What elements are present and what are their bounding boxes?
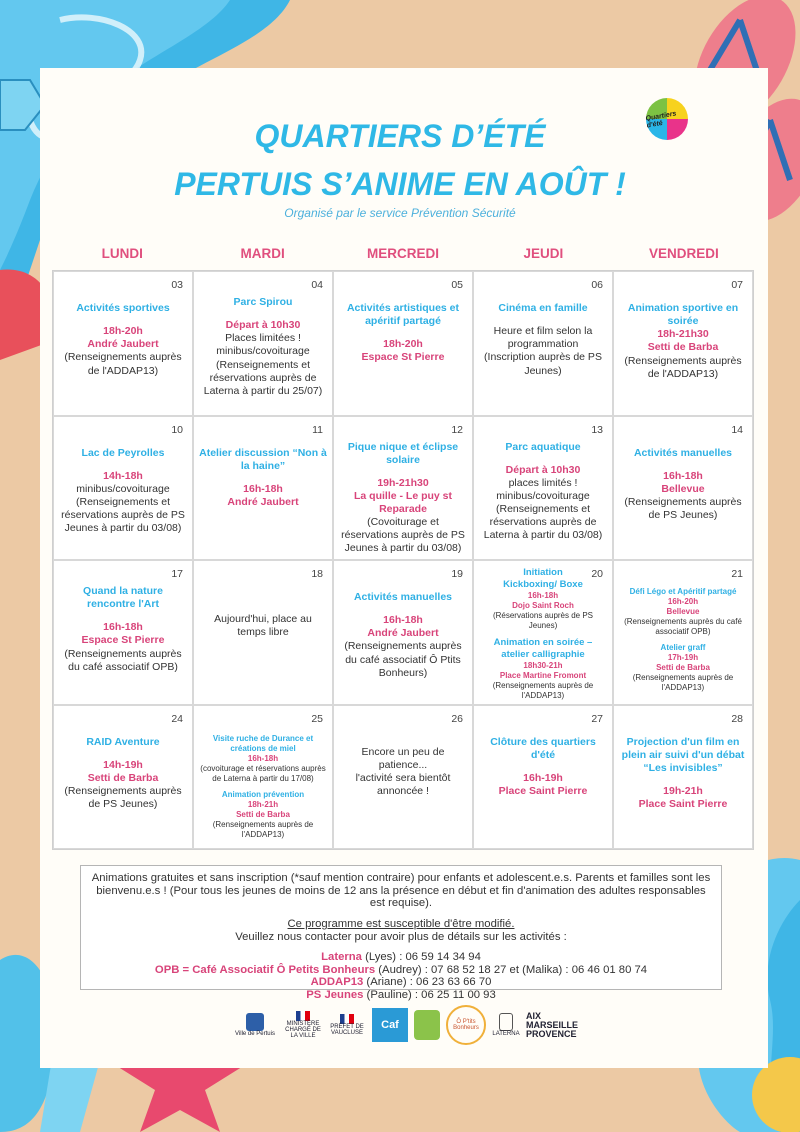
activity-title: Pique nique et éclipse solaire <box>347 440 459 466</box>
activity-note: (Renseignements auprès de l'ADDAP13) <box>624 354 742 380</box>
calendar-cell-13 <box>473 416 613 561</box>
activity-title-2: Animation prévention <box>221 789 305 799</box>
contact-ps-jeunes: PS Jeunes (Pauline) : 06 25 11 00 93 <box>306 989 496 1002</box>
activity-note-2: (Renseignements auprès de l'ADDAP13) <box>212 819 314 839</box>
activity-time-2: 18h30-21h <box>523 660 563 670</box>
activity-note-2: (Renseignements auprès de l'ADDAP13) <box>492 680 594 700</box>
day-thursday: JEUDI <box>523 246 564 261</box>
activity-note: l'activité sera bientôt annoncée ! <box>355 771 451 797</box>
activity-note: (Renseignements auprès du café associatif OPB) <box>64 647 182 673</box>
activity-time: Départ à 10h30 <box>225 319 301 332</box>
activity-title: Activités artistiques et apéritif partagé <box>346 302 460 328</box>
activity-title: Animation sportive en soirée <box>627 302 739 328</box>
activity-place: Bellevue <box>661 482 705 495</box>
cell-date: 21 <box>731 568 743 580</box>
calendar-cell-25 <box>193 705 333 850</box>
activity-place: Setti de Barba <box>87 771 159 784</box>
activity-title: Atelier discussion “Non à la haine” <box>199 446 327 472</box>
cell-date: 17 <box>171 568 183 580</box>
calendar-cell-21 <box>613 560 753 705</box>
activity-place: André Jaubert <box>367 627 439 640</box>
activity-note: places limités ! <box>508 476 578 489</box>
calendar-cell-12 <box>333 416 473 561</box>
pertuis-logo: Ville de Pertuis <box>232 1013 278 1037</box>
info-disclaimer: Ce programme est susceptible d'être modifié. <box>287 917 515 930</box>
cell-date: 14 <box>731 423 743 436</box>
poster-title-line2: PERTUIS S’ANIME EN AOÛT ! <box>174 166 626 202</box>
activity-note: minibus/covoiturage <box>216 345 310 358</box>
activity-time: 14h-18h <box>103 469 143 482</box>
activity-note: (Renseignements auprès du café associatif OPB) <box>624 617 742 636</box>
cell-date: 20 <box>591 568 603 580</box>
ptits-bonheurs-logo: Ô P'tits Bonheurs <box>446 1005 486 1045</box>
cell-date: 25 <box>311 712 323 725</box>
activity-note: (Renseignements auprès de PS Jeunes) <box>624 495 742 521</box>
cell-date: 03 <box>171 279 183 291</box>
calendar-cell-18 <box>193 560 333 705</box>
caf-logo: Caf <box>372 1008 408 1042</box>
activity-place: Place Saint Pierre <box>498 784 588 797</box>
day-wednesday: MERCREDI <box>367 246 440 261</box>
calendar-cell-05 <box>333 271 473 416</box>
activity-time: 18h-20h <box>103 325 143 338</box>
poster-title-line1: QUARTIERS D’ÉTÉ <box>254 118 546 154</box>
activity-title: Clôture des quartiers d'été <box>490 735 596 761</box>
activity-title: Activités manuelles <box>353 591 453 603</box>
activity-place: Espace St Pierre <box>81 634 165 647</box>
day-friday: VENDREDI <box>648 246 719 261</box>
activity-note: (Renseignements et réservations auprès de Laterna à partir du 03/08) <box>483 503 603 542</box>
activity-title: Visite ruche de Durance et créations de miel <box>212 733 314 753</box>
quartiers-ete-logo: Quartiers d'été <box>646 98 688 140</box>
calendar-cell-24 <box>53 705 193 850</box>
activity-title: Projection d'un film en plein air suivi d'un débat “Les invisibles” <box>621 735 745 774</box>
activity-place: André Jaubert <box>87 338 159 351</box>
activity-title: Cinéma en famille <box>498 302 588 314</box>
activity-time: 18h-21h30 <box>657 328 709 341</box>
cell-date: 04 <box>311 279 323 291</box>
poster-subtitle: Organisé par le service Prévention Sécurité <box>284 206 516 220</box>
activity-note: (Renseignements et réservations auprès de Laterna à partir du 25/07) <box>203 358 323 397</box>
activity-time: 16h-19h <box>523 771 563 784</box>
activity-place: Espace St Pierre <box>361 351 445 364</box>
activity-note: Heure et film selon la programmation <box>493 325 593 351</box>
calendar-cell-20 <box>473 560 613 705</box>
info-contact-intro: Veuillez nous contacter pour avoir plus de détails sur les activités : <box>235 930 567 943</box>
cell-date: 19 <box>451 568 463 580</box>
cell-date: 27 <box>591 712 603 725</box>
calendar-cell-27 <box>473 705 613 850</box>
calendar-cell-10 <box>53 416 193 561</box>
calendar-cell-03 <box>53 271 193 416</box>
activity-note: (covoiturage et réservations auprès de Laterna à partir du 17/08) <box>200 763 326 783</box>
activity-title-2: Atelier graff <box>660 643 706 652</box>
calendar-cell-07 <box>613 271 753 416</box>
cell-date: 12 <box>451 423 463 436</box>
partner-logos <box>232 1005 602 1045</box>
activity-time: 14h-19h <box>103 758 143 771</box>
activity-note: minibus/covoiturage <box>76 482 170 495</box>
calendar-cell-14 <box>613 416 753 561</box>
calendar-grid <box>52 270 754 850</box>
activity-place: La quille - Le puy st Reparade <box>353 489 452 515</box>
activity-place: Dojo Saint Roch <box>512 600 574 610</box>
activity-time-2: 18h-21h <box>247 799 279 809</box>
cell-date: 18 <box>311 568 323 580</box>
cell-date: 05 <box>451 279 463 291</box>
activity-note-2: (Renseignements auprès de l'ADDAP13) <box>632 673 734 692</box>
activity-note: (Inscription auprès de PS Jeunes) <box>484 351 602 377</box>
info-box <box>80 865 722 1002</box>
activity-note: Places limitées ! <box>225 332 301 345</box>
activity-time-2: 17h-19h <box>667 653 699 662</box>
activity-title: Activités sportives <box>76 302 170 314</box>
activity-title: Quand la nature rencontre l'Art <box>83 585 163 611</box>
activity-time: 16h-18h <box>663 469 703 482</box>
activity-place: Setti de Barba <box>647 341 719 354</box>
activity-title: Parc aquatique <box>505 440 581 453</box>
activity-title: Activités manuelles <box>633 446 733 459</box>
activity-time: 19h-21h <box>663 784 703 797</box>
activity-note: Encore un peu de patience... <box>361 745 445 771</box>
activity-time: Départ à 10h30 <box>505 463 581 476</box>
calendar-cell-26 <box>333 705 473 850</box>
activity-title: Défi Légo et Apéritif partagé <box>629 587 737 596</box>
cell-date: 07 <box>731 279 743 291</box>
activity-time: 18h-20h <box>383 338 423 351</box>
activity-time: 16h-18h <box>103 621 143 634</box>
activity-place-2: Place Martine Fromont <box>499 670 587 680</box>
cell-date: 10 <box>171 423 183 436</box>
activity-note: (Renseignements auprès du café associatif Ô Ptits Bonheurs) <box>344 640 462 679</box>
activity-title-2: Animation en soirée – atelier calligraphie <box>493 636 593 660</box>
activity-place: André Jaubert <box>227 495 299 508</box>
cell-date: 26 <box>451 712 463 725</box>
activity-time: 16h-18h <box>383 614 423 627</box>
activity-time: 16h-18h <box>243 482 283 495</box>
calendar-cell-11 <box>193 416 333 561</box>
activity-note: (Renseignements auprès de l'ADDAP13) <box>64 351 182 377</box>
calendar-cell-17 <box>53 560 193 705</box>
day-tuesday: MARDI <box>240 246 285 261</box>
activity-title: Initiation Kickboxing/ Boxe <box>503 567 583 590</box>
calendar-cell-19 <box>333 560 473 705</box>
cell-date: 13 <box>591 423 603 436</box>
contact-laterna: Laterna (Lyes) : 06 59 14 34 94 <box>321 951 481 964</box>
activity-title: Parc Spirou <box>233 296 293 308</box>
prefet-logo: PRÉFET DE VAUCLUSE <box>328 1014 366 1036</box>
calendar-cell-06 <box>473 271 613 416</box>
contact-opb: OPB = Café Associatif Ô Petits Bonheurs (Audrey) : 07 68 52 18 27 et (Malika) : 06 46 01 80 74 <box>154 963 648 976</box>
activity-place-2: Setti de Barba <box>236 809 290 819</box>
calendar-cell-04 <box>193 271 333 416</box>
activity-note: (Covoiturage et réservations auprès de PS Jeunes à partir du 03/08) <box>341 516 465 555</box>
calendar-cell-28 <box>613 705 753 850</box>
weekday-header <box>52 246 754 261</box>
activity-time: 16h-18h <box>247 753 279 763</box>
aix-marseille-provence-logo: AIX MARSEILLE PROVENCE <box>526 1010 579 1039</box>
cell-date: 11 <box>312 423 323 436</box>
green-partner-logo <box>414 1010 440 1040</box>
laterna-logo: LATERNA <box>492 1013 520 1037</box>
activity-note: (Renseignements auprès de PS Jeunes) <box>64 784 182 810</box>
activity-note: Aujourd'hui, place au temps libre <box>214 613 312 639</box>
contact-addap13: ADDAP13 (Ariane) : 06 23 63 66 70 <box>310 976 492 989</box>
activity-time: 19h-21h30 <box>377 476 429 489</box>
day-monday: LUNDI <box>101 246 143 261</box>
activity-note: minibus/covoiturage <box>496 489 590 502</box>
activity-title: Lac de Peyrolles <box>81 446 165 459</box>
activity-time: 16h-18h <box>527 590 559 600</box>
activity-time: 16h-20h <box>667 597 699 606</box>
ministere-logo: MINISTÈRE CHARGÉ DE LA VILLE <box>284 1011 322 1039</box>
activity-note: (Renseignements et réservations auprès de PS Jeunes à partir du 03/08) <box>61 495 185 535</box>
cell-date: 28 <box>731 712 743 725</box>
activity-title: RAID Aventure <box>86 735 160 748</box>
activity-place-2: Setti de Barba <box>656 663 710 672</box>
cell-date: 06 <box>591 279 603 291</box>
activity-note: (Réservations auprès de PS Jeunes) <box>492 610 594 630</box>
cell-date: 24 <box>171 712 183 725</box>
activity-place: Place Saint Pierre <box>638 798 728 810</box>
activity-place: Bellevue <box>666 607 700 616</box>
info-paragraph: Animations gratuites et sans inscription (*sauf mention contraire) pour enfants et adolescent.e.s. Parents et familles sont les bienvenu.e.s ! (Pour tous les jeunes de moins de 12 ans la présence en début et fin d'animation des adultes responsables est requise). <box>91 872 711 910</box>
